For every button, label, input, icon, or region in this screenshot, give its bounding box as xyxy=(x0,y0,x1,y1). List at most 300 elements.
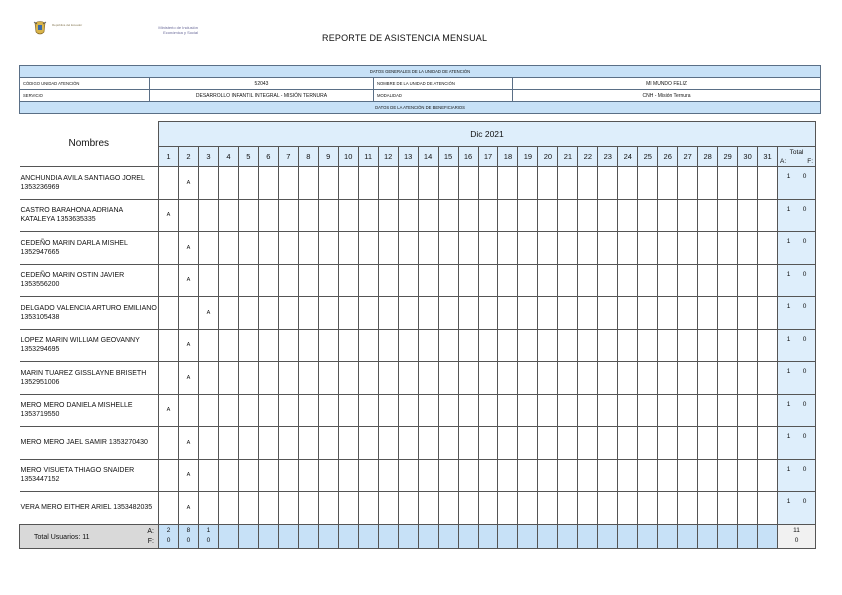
day-total-cell xyxy=(658,524,678,548)
attendance-cell xyxy=(718,199,738,232)
day-total-f: 0 xyxy=(186,537,191,544)
attendance-cell xyxy=(658,264,678,297)
day-total-cell xyxy=(178,524,198,548)
student-total-f: 0 xyxy=(802,400,807,408)
attendance-cell xyxy=(418,232,438,265)
attendance-cell xyxy=(318,264,338,297)
student-total xyxy=(778,329,816,362)
student-total-a: 1 xyxy=(786,335,791,343)
attendance-cell: A xyxy=(178,427,198,460)
attendance-cell xyxy=(159,167,179,200)
day-total-a: 8 xyxy=(186,527,191,534)
attendance-cell xyxy=(258,232,278,265)
attendance-cell xyxy=(518,264,538,297)
attendance-cell xyxy=(218,167,238,200)
attendance-cell xyxy=(278,394,298,427)
attendance-cell xyxy=(398,427,418,460)
attendance-cell xyxy=(678,329,698,362)
attendance-cell xyxy=(578,427,598,460)
day-number-header: 6 xyxy=(258,147,278,167)
attendance-cell xyxy=(218,394,238,427)
page-title: REPORTE DE ASISTENCIA MENSUAL xyxy=(322,33,488,43)
attendance-cell xyxy=(638,329,658,362)
attendance-cell xyxy=(238,264,258,297)
day-total-f: 0 xyxy=(206,537,211,544)
student-total-f: 0 xyxy=(802,303,807,310)
attendance-cell xyxy=(398,167,418,200)
attendance-cell xyxy=(278,232,298,265)
attendance-cell xyxy=(518,362,538,395)
attendance-cell xyxy=(678,297,698,330)
attendance-cell xyxy=(758,329,778,362)
attendance-cell xyxy=(278,329,298,362)
student-row xyxy=(20,167,816,200)
attendance-cell xyxy=(598,459,618,492)
attendance-cell xyxy=(638,232,658,265)
attendance-cell xyxy=(578,492,598,525)
day-number-header: 17 xyxy=(478,147,498,167)
attendance-cell xyxy=(278,427,298,460)
attendance-cell xyxy=(498,297,518,330)
student-name: MERO VISUETA THIAGO SNAIDER 1353447152 xyxy=(20,459,159,492)
day-total-cell xyxy=(418,524,438,548)
day-total-cell xyxy=(598,524,618,548)
student-name: LOPEZ MARIN WILLIAM GEOVANNY 1353294695 xyxy=(20,329,159,362)
student-total-f: 0 xyxy=(802,173,807,180)
day-total-cell xyxy=(218,524,238,548)
student-name: MARIN TUAREZ GISSLAYNE BRISETH 1352951006 xyxy=(20,362,159,395)
attendance-cell xyxy=(358,492,378,525)
student-total xyxy=(778,427,816,460)
attendance-cell xyxy=(218,459,238,492)
attendance-cell xyxy=(258,297,278,330)
student-row xyxy=(20,329,816,362)
attendance-cell xyxy=(278,167,298,200)
attendance-cell xyxy=(638,394,658,427)
attendance-cell xyxy=(478,297,498,330)
attendance-cell xyxy=(618,199,638,232)
beneficiarios-data-title: DATOS DE LA ATENCIÓN DE BENEFICIARIOS xyxy=(20,102,821,114)
attendance-cell xyxy=(498,427,518,460)
attendance-cell xyxy=(558,427,578,460)
attendance-cell xyxy=(298,264,318,297)
student-total xyxy=(778,167,816,200)
attendance-cell xyxy=(658,459,678,492)
attendance-cell xyxy=(718,297,738,330)
attendance-cell xyxy=(738,167,758,200)
attendance-cell xyxy=(498,329,518,362)
day-number-header: 1 xyxy=(159,147,179,167)
attendance-cell xyxy=(378,362,398,395)
attendance-cell xyxy=(258,167,278,200)
day-number-header: 14 xyxy=(418,147,438,167)
attendance-cell xyxy=(538,264,558,297)
attendance-cell xyxy=(678,264,698,297)
day-total-cell xyxy=(498,524,518,548)
attendance-cell xyxy=(258,264,278,297)
attendance-cell xyxy=(598,264,618,297)
day-total-cell xyxy=(678,524,698,548)
student-total-a: 1 xyxy=(786,498,791,505)
attendance-cell xyxy=(598,167,618,200)
attendance-cell xyxy=(758,264,778,297)
attendance-cell xyxy=(758,492,778,525)
attendance-cell xyxy=(738,394,758,427)
attendance-cell xyxy=(318,427,338,460)
attendance-cell xyxy=(638,297,658,330)
attendance-cell xyxy=(358,427,378,460)
attendance-cell xyxy=(438,199,458,232)
attendance-cell xyxy=(498,362,518,395)
attendance-cell xyxy=(159,264,179,297)
attendance-cell xyxy=(338,264,358,297)
student-total xyxy=(778,362,816,395)
attendance-cell xyxy=(458,297,478,330)
attendance-cell xyxy=(638,492,658,525)
attendance-cell xyxy=(438,232,458,265)
attendance-cell xyxy=(598,394,618,427)
attendance-cell xyxy=(159,297,179,330)
student-name: CEDEÑO MARIN OSTIN JAVIER 1353556200 xyxy=(20,264,159,297)
student-total-f: 0 xyxy=(802,238,807,245)
attendance-cell xyxy=(598,232,618,265)
attendance-cell xyxy=(258,362,278,395)
day-total-cell xyxy=(458,524,478,548)
day-total-cell xyxy=(718,524,738,548)
attendance-cell xyxy=(658,394,678,427)
attendance-cell xyxy=(718,232,738,265)
attendance-cell xyxy=(678,199,698,232)
student-total-a: 1 xyxy=(786,303,791,310)
attendance-cell xyxy=(658,427,678,460)
logo-text: República del Ecuador xyxy=(52,23,83,27)
attendance-cell xyxy=(218,264,238,297)
day-total-cell xyxy=(538,524,558,548)
codigo-label: CÓDIGO UNIDAD ATENCIÓN xyxy=(20,78,150,90)
attendance-cell xyxy=(238,427,258,460)
attendance-cell xyxy=(438,329,458,362)
attendance-cell xyxy=(318,459,338,492)
attendance-cell xyxy=(478,329,498,362)
attendance-cell xyxy=(658,362,678,395)
attendance-cell xyxy=(478,232,498,265)
attendance-cell xyxy=(198,492,218,525)
attendance-cell xyxy=(598,362,618,395)
day-total-a: 1 xyxy=(206,527,211,534)
attendance-cell xyxy=(159,427,179,460)
attendance-cell xyxy=(438,264,458,297)
attendance-cell xyxy=(218,329,238,362)
month-header: Dic 2021 xyxy=(159,122,816,147)
student-total-f: 0 xyxy=(802,205,807,213)
attendance-cell xyxy=(238,394,258,427)
attendance-cell: A xyxy=(178,362,198,395)
servicio-value: DESARROLLO INFANTIL INTEGRAL - MISIÓN TERNURA xyxy=(150,90,374,102)
attendance-cell xyxy=(258,329,278,362)
day-total-cell xyxy=(159,524,179,548)
day-number-header: 10 xyxy=(338,147,358,167)
attendance-cell xyxy=(438,427,458,460)
attendance-cell xyxy=(638,199,658,232)
attendance-cell xyxy=(498,492,518,525)
attendance-cell xyxy=(698,492,718,525)
attendance-cell xyxy=(718,329,738,362)
grand-total-cell xyxy=(778,524,816,548)
attendance-cell xyxy=(678,492,698,525)
attendance-cell xyxy=(518,459,538,492)
attendance-cell xyxy=(618,329,638,362)
totals-row xyxy=(20,524,816,548)
attendance-cell xyxy=(358,264,378,297)
day-total-f: 0 xyxy=(166,537,171,544)
attendance-cell xyxy=(218,199,238,232)
attendance-cell xyxy=(318,232,338,265)
general-data-title: DATOS GENERALES DE LA UNIDAD DE ATENCIÓN xyxy=(20,66,821,78)
student-total xyxy=(778,199,816,232)
attendance-cell xyxy=(338,199,358,232)
nombre-unidad-value: MI MUNDO FELIZ xyxy=(513,78,821,90)
attendance-cell xyxy=(498,394,518,427)
footer-a-label: A: xyxy=(147,527,155,535)
day-number-header: 4 xyxy=(218,147,238,167)
attendance-cell xyxy=(298,427,318,460)
day-number-header: 31 xyxy=(758,147,778,167)
student-name: CASTRO BARAHONA ADRIANA KATALEYA 1353635335 xyxy=(20,199,159,232)
attendance-cell xyxy=(698,459,718,492)
student-total-f: 0 xyxy=(802,270,807,278)
attendance-cell xyxy=(318,394,338,427)
attendance-cell xyxy=(498,232,518,265)
attendance-cell xyxy=(518,199,538,232)
attendance-cell xyxy=(558,394,578,427)
day-number-header: 19 xyxy=(518,147,538,167)
attendance-cell xyxy=(378,427,398,460)
day-total-cell xyxy=(758,524,778,548)
grand-total-f: 0 xyxy=(794,537,799,544)
attendance-cell xyxy=(198,167,218,200)
student-total-a: 1 xyxy=(786,238,791,245)
student-total xyxy=(778,264,816,297)
attendance-cell xyxy=(418,459,438,492)
attendance-cell xyxy=(478,362,498,395)
attendance-cell xyxy=(678,362,698,395)
attendance-cell xyxy=(618,459,638,492)
attendance-cell xyxy=(638,427,658,460)
day-number-header: 22 xyxy=(578,147,598,167)
attendance-cell xyxy=(418,394,438,427)
student-row xyxy=(20,297,816,330)
attendance-cell xyxy=(438,297,458,330)
attendance-cell xyxy=(598,427,618,460)
attendance-cell xyxy=(578,232,598,265)
attendance-cell xyxy=(358,459,378,492)
attendance-cell xyxy=(198,329,218,362)
student-total-f: 0 xyxy=(802,368,807,375)
attendance-cell xyxy=(438,394,458,427)
grand-total-a: 11 xyxy=(793,527,800,534)
attendance-cell xyxy=(198,232,218,265)
attendance-cell xyxy=(338,329,358,362)
attendance-cell xyxy=(358,199,378,232)
attendance-cell xyxy=(718,492,738,525)
attendance-cell xyxy=(538,199,558,232)
attendance-cell xyxy=(318,329,338,362)
attendance-cell xyxy=(538,492,558,525)
attendance-cell xyxy=(758,362,778,395)
attendance-cell xyxy=(458,362,478,395)
attendance-cell xyxy=(338,232,358,265)
attendance-cell xyxy=(698,264,718,297)
attendance-cell xyxy=(218,232,238,265)
student-name: MERO MERO DANIELA MISHELLE 1353719550 xyxy=(20,394,159,427)
attendance-cell: A xyxy=(159,394,179,427)
day-number-header: 12 xyxy=(378,147,398,167)
attendance-cell xyxy=(298,492,318,525)
attendance-cell xyxy=(518,232,538,265)
student-total xyxy=(778,492,816,525)
student-total xyxy=(778,232,816,265)
attendance-cell xyxy=(238,199,258,232)
attendance-cell xyxy=(698,167,718,200)
attendance-cell xyxy=(398,492,418,525)
attendance-cell xyxy=(618,394,638,427)
attendance-cell xyxy=(258,427,278,460)
attendance-cell xyxy=(578,362,598,395)
student-row xyxy=(20,459,816,492)
attendance-cell xyxy=(318,492,338,525)
attendance-cell xyxy=(658,329,678,362)
ecuador-coat-of-arms-logo xyxy=(33,20,47,36)
attendance-cell xyxy=(218,492,238,525)
attendance-cell xyxy=(418,492,438,525)
attendance-cell xyxy=(578,167,598,200)
attendance-cell xyxy=(398,459,418,492)
day-number-header: 27 xyxy=(678,147,698,167)
attendance-cell xyxy=(458,199,478,232)
attendance-cell xyxy=(758,427,778,460)
attendance-cell xyxy=(278,199,298,232)
attendance-cell xyxy=(738,199,758,232)
day-total-cell xyxy=(298,524,318,548)
attendance-cell xyxy=(658,167,678,200)
day-total-cell xyxy=(698,524,718,548)
attendance-cell xyxy=(558,297,578,330)
attendance-cell xyxy=(538,459,558,492)
attendance-cell xyxy=(398,329,418,362)
student-total-a: 1 xyxy=(786,205,791,213)
attendance-cell xyxy=(478,199,498,232)
attendance-cell xyxy=(658,297,678,330)
attendance-cell xyxy=(678,232,698,265)
codigo-value: 52043 xyxy=(150,78,374,90)
attendance-cell xyxy=(558,199,578,232)
attendance-cell xyxy=(738,297,758,330)
attendance-cell xyxy=(698,427,718,460)
attendance-cell xyxy=(718,459,738,492)
attendance-cell xyxy=(758,199,778,232)
attendance-cell xyxy=(658,199,678,232)
attendance-cell xyxy=(159,492,179,525)
attendance-cell xyxy=(478,394,498,427)
attendance-cell xyxy=(298,459,318,492)
attendance-cell xyxy=(678,459,698,492)
student-row xyxy=(20,492,816,525)
day-number-header: 2 xyxy=(178,147,198,167)
day-total-cell xyxy=(278,524,298,548)
attendance-cell xyxy=(678,167,698,200)
attendance-cell xyxy=(298,199,318,232)
attendance-cell xyxy=(578,394,598,427)
attendance-cell xyxy=(438,362,458,395)
student-total-f: 0 xyxy=(802,465,807,473)
attendance-cell xyxy=(438,459,458,492)
attendance-cell: A xyxy=(178,459,198,492)
attendance-cell xyxy=(698,362,718,395)
attendance-cell xyxy=(538,329,558,362)
student-total-a: 1 xyxy=(786,368,791,375)
attendance-cell xyxy=(578,297,598,330)
attendance-cell xyxy=(638,264,658,297)
day-total-cell xyxy=(338,524,358,548)
attendance-cell xyxy=(178,297,198,330)
attendance-cell xyxy=(538,232,558,265)
attendance-table xyxy=(19,121,816,549)
attendance-cell: A xyxy=(178,492,198,525)
report-header xyxy=(0,0,842,60)
day-number-header: 24 xyxy=(618,147,638,167)
attendance-cell xyxy=(638,167,658,200)
attendance-cell xyxy=(618,362,638,395)
attendance-cell xyxy=(618,264,638,297)
attendance-cell xyxy=(738,427,758,460)
day-total-cell xyxy=(478,524,498,548)
student-row xyxy=(20,394,816,427)
attendance-cell xyxy=(618,232,638,265)
attendance-cell xyxy=(538,427,558,460)
attendance-cell xyxy=(318,167,338,200)
attendance-cell xyxy=(318,362,338,395)
student-total xyxy=(778,394,816,427)
day-total-cell xyxy=(238,524,258,548)
total-a-label: A: xyxy=(780,157,787,165)
day-total-cell xyxy=(558,524,578,548)
attendance-cell xyxy=(618,297,638,330)
attendance-cell xyxy=(258,394,278,427)
attendance-cell xyxy=(518,297,538,330)
student-name: DELGADO VALENCIA ARTURO EMILIANO 1353105438 xyxy=(20,297,159,330)
attendance-cell xyxy=(159,232,179,265)
day-number-header: 11 xyxy=(358,147,378,167)
attendance-cell xyxy=(278,362,298,395)
attendance-cell xyxy=(178,394,198,427)
student-total-a: 1 xyxy=(786,433,791,440)
student-total-f: 0 xyxy=(802,498,807,505)
attendance-cell xyxy=(378,492,398,525)
day-number-header: 5 xyxy=(238,147,258,167)
servicio-label: SERVICIO xyxy=(20,90,150,102)
attendance-cell xyxy=(558,329,578,362)
student-name: CEDEÑO MARIN DARLA MISHEL 1352947665 xyxy=(20,232,159,265)
attendance-cell xyxy=(498,199,518,232)
footer-f-label: F: xyxy=(147,537,155,545)
day-total-cell xyxy=(378,524,398,548)
student-row xyxy=(20,232,816,265)
attendance-cell xyxy=(398,297,418,330)
student-total-a: 1 xyxy=(786,465,791,473)
attendance-cell xyxy=(578,329,598,362)
attendance-cell xyxy=(738,264,758,297)
attendance-cell xyxy=(458,264,478,297)
